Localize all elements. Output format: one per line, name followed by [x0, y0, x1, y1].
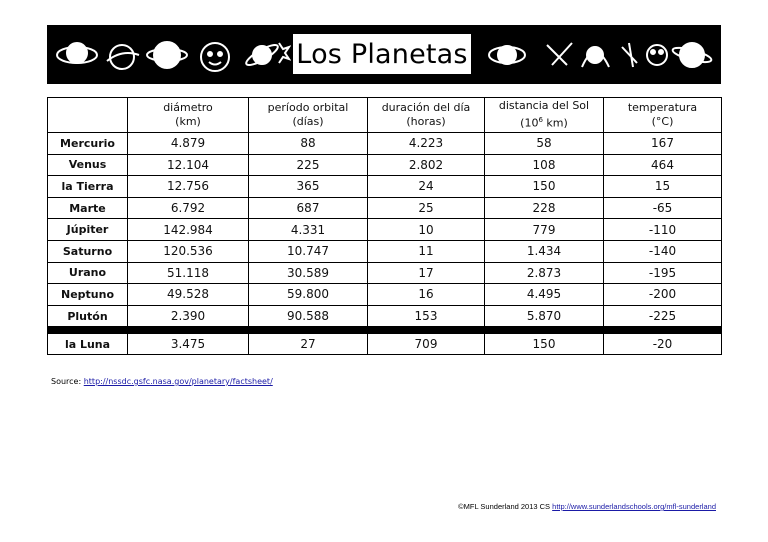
day-length-cell: 10: [368, 219, 485, 241]
table-row: [48, 284, 722, 306]
diameter-cell: 142.984: [128, 219, 249, 241]
header-temperature-line2: (°C): [651, 115, 674, 128]
planet-name-cell: Saturno: [48, 240, 128, 262]
table-row: [48, 197, 722, 219]
temperature-cell: -65: [604, 197, 722, 219]
table-row: [48, 133, 722, 155]
distance-cell: 228: [485, 197, 604, 219]
distance-cell: 150: [485, 176, 604, 198]
temperature-cell: 464: [604, 154, 722, 176]
orbital-period-cell: 365: [249, 176, 368, 198]
planet-name-cell: Mercurio: [48, 133, 128, 155]
day-length-cell: 2.802: [368, 154, 485, 176]
table-row: [48, 154, 722, 176]
credit-link[interactable]: http://www.sunderlandschools.org/mfl-sunderland: [552, 502, 716, 511]
header-diameter-line1: diámetro: [163, 101, 213, 114]
moon-row: [48, 334, 722, 355]
header-distance-line1: distancia del Sol: [498, 99, 590, 113]
temperature-cell: 15: [604, 176, 722, 198]
credit-note: [458, 502, 716, 511]
temperature-cell: -195: [604, 262, 722, 284]
planet-name-cell: Neptuno: [48, 284, 128, 306]
orbital-period-cell: 4.331: [249, 219, 368, 241]
diameter-cell: 6.792: [128, 197, 249, 219]
header-distance-line2-pre: (10: [520, 116, 539, 130]
orbital-period-cell: 30.589: [249, 262, 368, 284]
planet-name-cell: Plutón: [48, 305, 128, 327]
orbital-period-cell: 88: [249, 133, 368, 155]
temperature-cell: -225: [604, 305, 722, 327]
planet-name-cell: Venus: [48, 154, 128, 176]
temperature-cell: -140: [604, 240, 722, 262]
header-empty: [48, 98, 128, 133]
distance-cell: 4.495: [485, 284, 604, 306]
moon-name: la Luna: [48, 334, 128, 355]
temperature-cell: 167: [604, 133, 722, 155]
distance-cell: 108: [485, 154, 604, 176]
table-row: [48, 305, 722, 327]
diameter-cell: 120.536: [128, 240, 249, 262]
day-length-cell: 4.223: [368, 133, 485, 155]
diameter-cell: 12.756: [128, 176, 249, 198]
temperature-cell: -200: [604, 284, 722, 306]
separator-row: [48, 327, 722, 334]
planets-table: [47, 97, 722, 355]
table-row: [48, 240, 722, 262]
header-temperature: [604, 98, 722, 133]
orbital-period-cell: 90.588: [249, 305, 368, 327]
table-row: [48, 262, 722, 284]
day-length-cell: 24: [368, 176, 485, 198]
diameter-cell: 12.104: [128, 154, 249, 176]
table-row: [48, 219, 722, 241]
distance-cell: 1.434: [485, 240, 604, 262]
planet-name-cell: Urano: [48, 262, 128, 284]
header-diameter-line2: (km): [175, 115, 201, 128]
header-day-line2: (horas): [406, 115, 446, 128]
day-length-cell: 16: [368, 284, 485, 306]
title-banner: [47, 25, 721, 84]
page-title: Los Planetas: [291, 32, 473, 76]
distance-cell: 5.870: [485, 305, 604, 327]
header-temperature-line1: temperatura: [627, 101, 698, 114]
table-row: [48, 176, 722, 198]
day-length-cell: 153: [368, 305, 485, 327]
diameter-cell: 2.390: [128, 305, 249, 327]
planet-name-cell: Marte: [48, 197, 128, 219]
orbital-period-cell: 10.747: [249, 240, 368, 262]
moon-diameter: 3.475: [128, 334, 249, 355]
source-note: [51, 377, 273, 386]
source-label: Source:: [51, 377, 84, 386]
header-orbital-line2: (días): [292, 115, 324, 128]
day-length-cell: 25: [368, 197, 485, 219]
header-day-line1: duración del día: [381, 101, 471, 114]
orbital-period-cell: 225: [249, 154, 368, 176]
temperature-cell: -110: [604, 219, 722, 241]
orbital-period-cell: 59.800: [249, 284, 368, 306]
separator-bar: [48, 327, 722, 334]
planet-name-cell: la Tierra: [48, 176, 128, 198]
moon-temperature: -20: [604, 334, 722, 355]
header-day-length: [368, 98, 485, 133]
planet-rows: [48, 133, 722, 327]
planet-name-cell: Júpiter: [48, 219, 128, 241]
day-length-cell: 11: [368, 240, 485, 262]
credit-text: ©MFL Sunderland 2013 CS: [458, 502, 553, 511]
day-length-cell: 17: [368, 262, 485, 284]
distance-cell: 58: [485, 133, 604, 155]
header-orbital-period: [249, 98, 368, 133]
header-distance-line2-post: km): [542, 116, 568, 130]
header-distance-sun: [485, 98, 604, 133]
header-diameter: [128, 98, 249, 133]
orbital-period-cell: 687: [249, 197, 368, 219]
header-orbital-line1: período orbital: [267, 101, 349, 114]
moon-orbital-period: 27: [249, 334, 368, 355]
moon-distance: 150: [485, 334, 604, 355]
moon-day-length: 709: [368, 334, 485, 355]
header-row: [48, 98, 722, 133]
distance-cell: 2.873: [485, 262, 604, 284]
header-distance-exponent: 6: [538, 116, 543, 125]
diameter-cell: 49.528: [128, 284, 249, 306]
source-link[interactable]: http://nssdc.gsfc.nasa.gov/planetary/factsheet/: [83, 377, 273, 386]
diameter-cell: 4.879: [128, 133, 249, 155]
diameter-cell: 51.118: [128, 262, 249, 284]
distance-cell: 779: [485, 219, 604, 241]
